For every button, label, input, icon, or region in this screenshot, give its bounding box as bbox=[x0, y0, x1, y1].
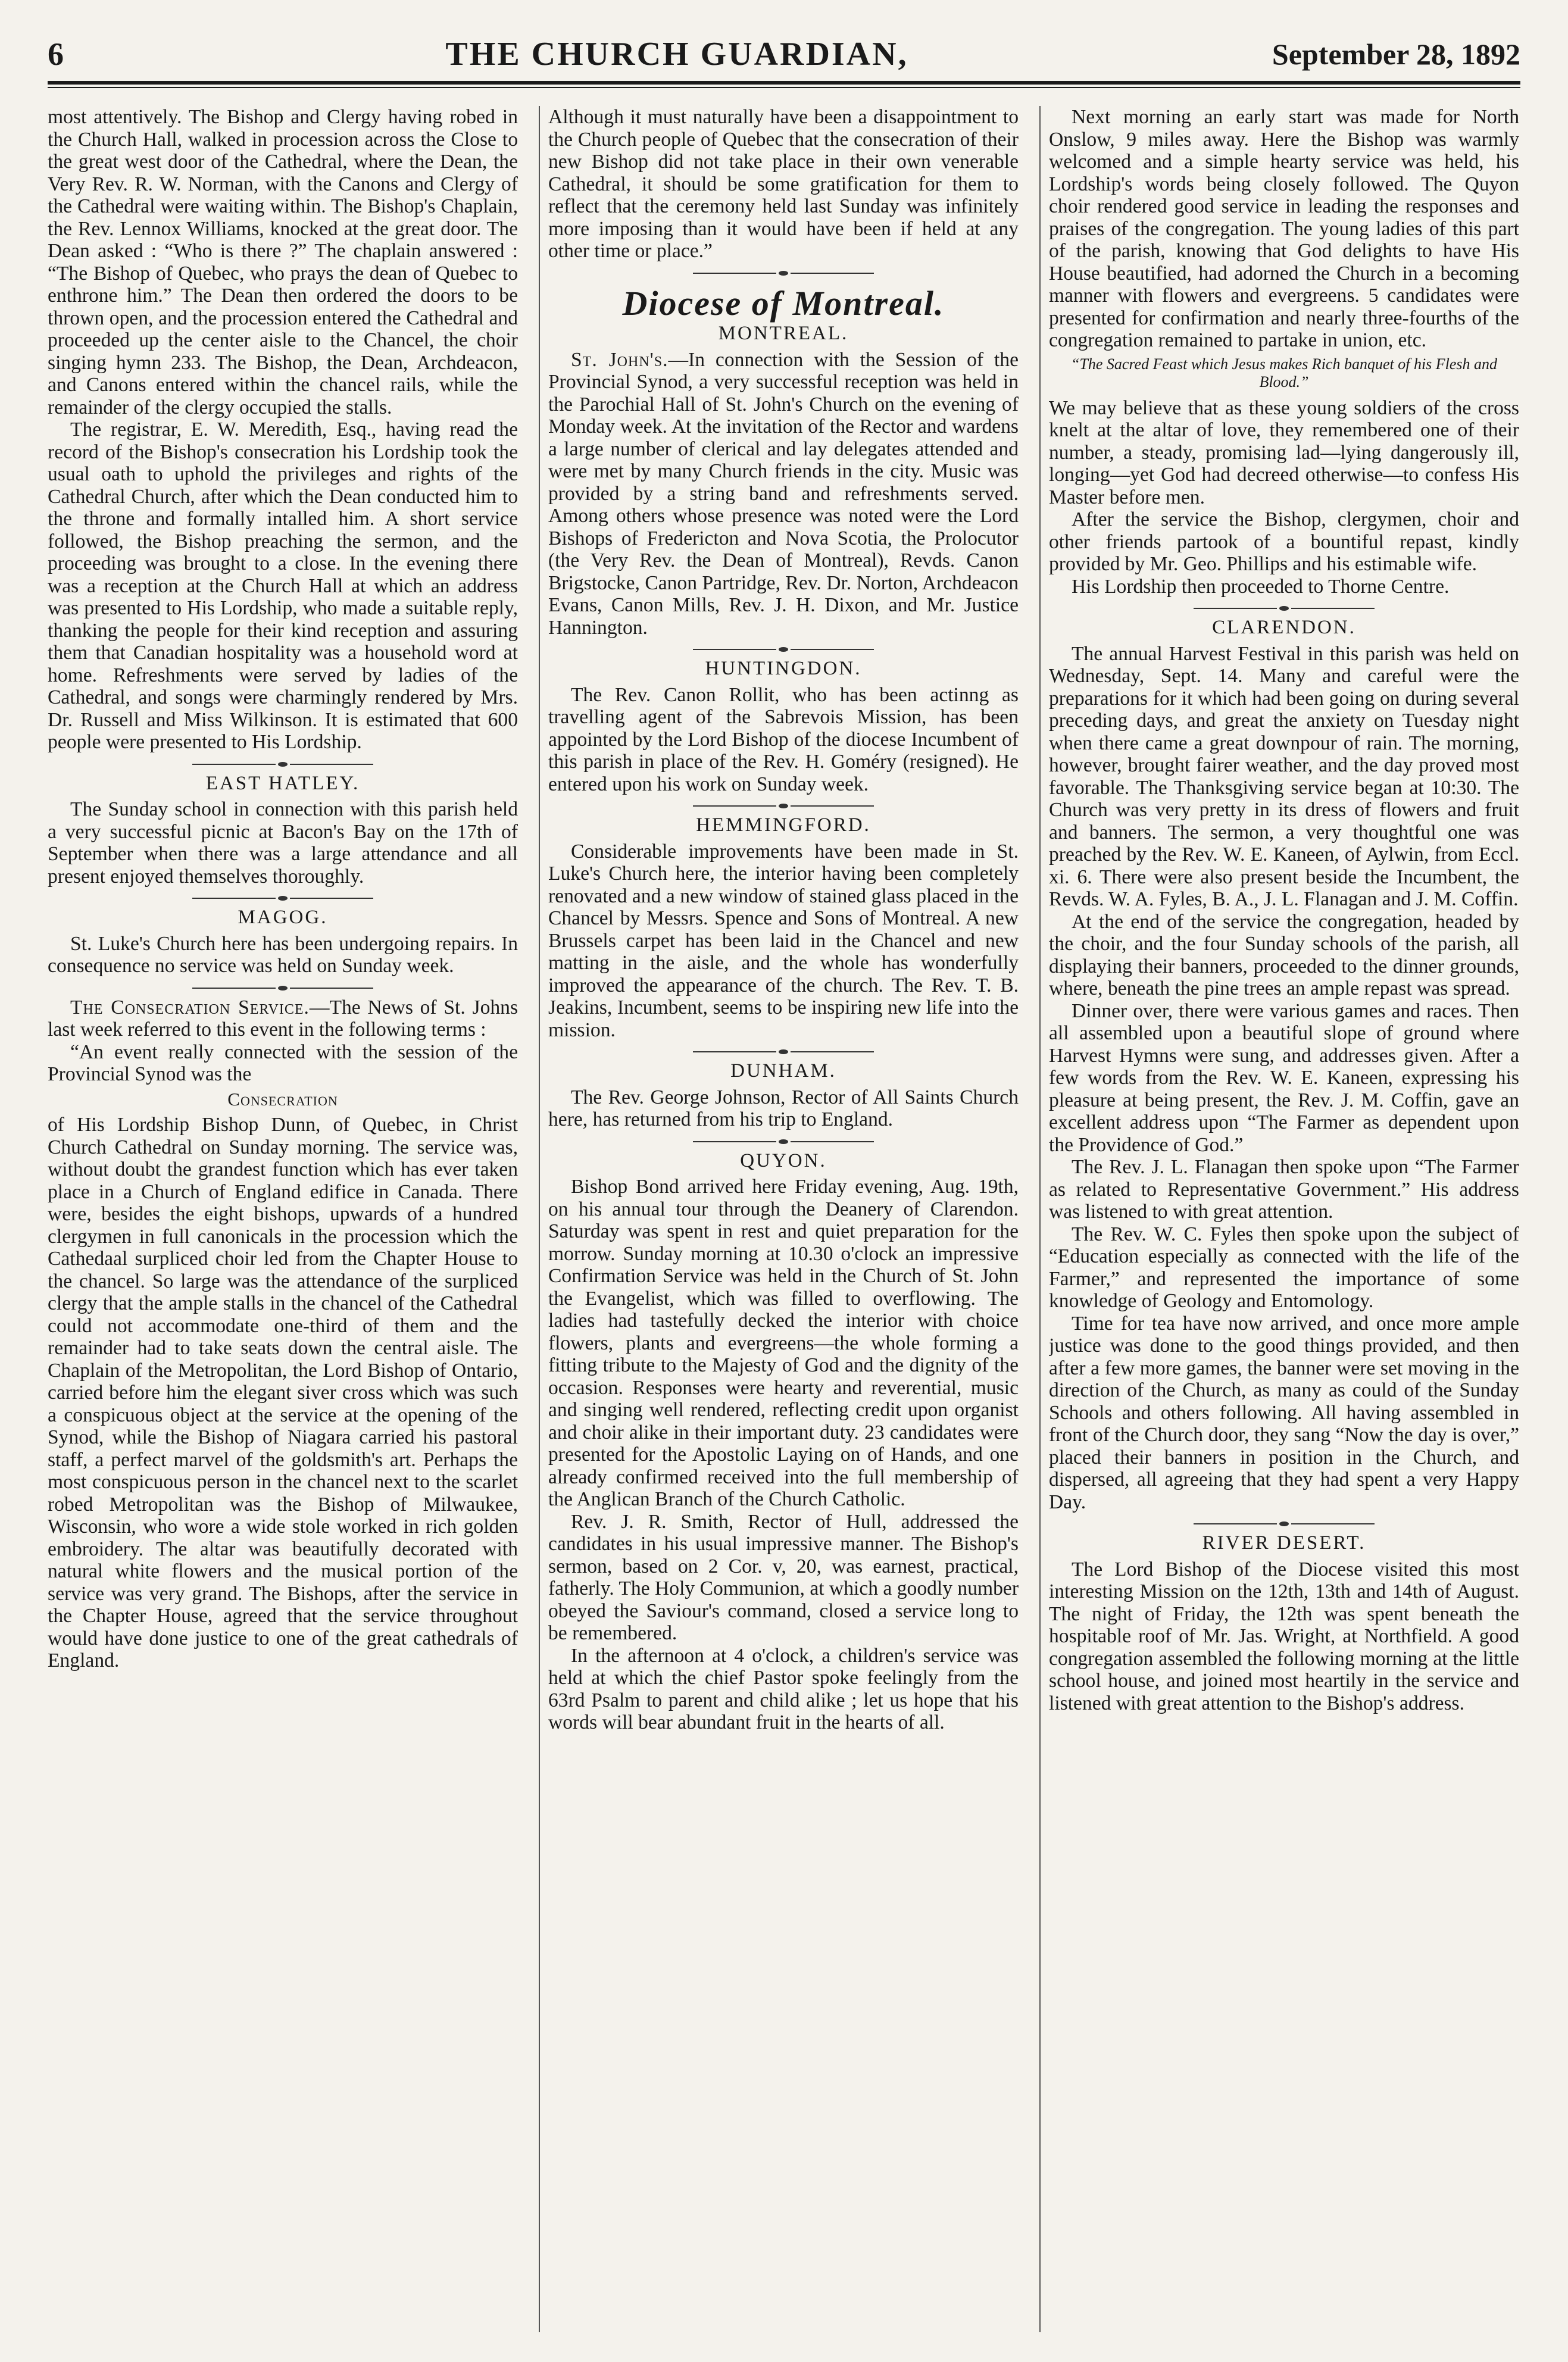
article-paragraph: In the afternoon at 4 o'clock, a children's service was held at which the chief Pastor spoke feelingly from the 63rd Psalm to parent and child alike ; let us hope that his words will bear abundant fruit in the hearts of all. bbox=[548, 1644, 1019, 1733]
section-separator bbox=[1049, 1521, 1519, 1526]
article-paragraph: Time for tea have now arrived, and once more ample justice was done to the good things provided, and then after a few more games, the banner were set moving in the direction of the Church, as many as could of the Sunday Schools and others following. All having assembled in front of the Church door, they sang “Now the day is over,” placed their banners in position in the Church, and dispersed, all agreeing that they had spent a very Happy Day. bbox=[1049, 1312, 1519, 1513]
article-paragraph: The Rev. J. L. Flanagan then spoke upon “The Farmer as related to Representative Government.” His address was listened to with great attention. bbox=[1049, 1156, 1519, 1223]
section-separator bbox=[48, 896, 518, 901]
article-paragraph: The annual Harvest Festival in this parish was held on Wednesday, Sept. 14. Many and careful were the preparations for it which had been going on during several preceding days, and great the anxiety on Tuesday night when there came a great downpour of rain. The morning, however, brought fairer weather, and the day proved most favorable. The Thanksgiving service began at 10:30. The Church was very pretty in its dress of flowers and fruit and banners. The sermon, a very thoughtful one was preached by the Rev. W. E. Kaneen, of Aylwin, from Eccl. xi. 6. There were also present beside the Incumbent, the Revds. W. A. Fyles, B. A., J. L. Flanagan and J. M. Coffin. bbox=[1049, 642, 1519, 910]
section-heading: HEMMINGFORD. bbox=[696, 814, 871, 836]
article-paragraph: St. Luke's Church here has been undergoing repairs. In consequence no service was held on Sunday week. bbox=[48, 932, 518, 977]
article-paragraph: At the end of the service the congregation, headed by the choir, and the four Sunday schools of the parish, all displaying their banners, proceeded to the dinner grounds, where, beneath the pine trees an ample repast was spread. bbox=[1049, 910, 1519, 999]
article-paragraph: “An event really connected with the session of the Provincial Synod was the bbox=[48, 1041, 518, 1085]
article-paragraph: His Lordship then proceeded to Thorne Centre. bbox=[1072, 575, 1450, 598]
article-paragraph: Rev. J. R. Smith, Rector of Hull, addressed the candidates in his usual impressive manner. The Bishop's sermon, based on 2 Cor. v, 20, was earnest, practical, fatherly. The Holy Communion, at which a goodly number obeyed the Saviour's command, closed a service long to be remembered. bbox=[548, 1510, 1019, 1644]
header-rule-thin bbox=[48, 87, 1520, 88]
column-divider bbox=[539, 106, 540, 2332]
section-heading: RIVER DESERT. bbox=[1202, 1532, 1366, 1554]
article-paragraph: of His Lordship Bishop Dunn, of Quebec, in Christ Church Cathedral on Sunday morning. The service was, without doubt the grandest function which has ever taken place in a Church of England edifice in Canada. There were, besides the eight bishops, upwards of a hundred clergymen in full canonicals in the procession which the Cathedaal surpliced choir led from the Chapter House to the chancel. So large was the attendance of the surpliced clergy that the ample stalls in the chancel of the Cathedral could not accommodate one-third of them and the remainder had to take seats down the central aisle. The Chaplain of the Metropolitan, the Lord Bishop of Ontario, carried before him the elegant siver cross which was such a conspicuous object at the service at the opening of the Synod, while the Bishop of Niagara carried his pastoral staff, a perfect marvel of the goldsmith's art. Perhaps the most conspicuous person in the chancel next to the scarlet robed Metropolitan was the Bishop of Milwaukee, Wisconsin, who wore a wide stole worked in rich golden embroidery. The altar was beautifully decorated with natural white flowers and the musical portion of the service was very grand. The Bishops, after the service in the Chapter House, agreed that the service throughout would have done justice to one of the great cathedrals of England. bbox=[48, 1114, 518, 1671]
column-1 bbox=[48, 106, 518, 2332]
section-separator bbox=[548, 1139, 1019, 1144]
subheading: Consecration bbox=[227, 1088, 338, 1110]
section-heading: MONTREAL. bbox=[718, 323, 849, 344]
article-paragraph: Considerable improvements have been made in St. Luke's Church here, the interior having been completely renovated and a new window of stained glass placed in the Chancel by Messrs. Spence and Sons of Montreal. A new Brussels carpet has been laid in the Chancel and new matting in the aisle, and the whole has wonderfully improved the appearance of the church. The Rev. T. B. Jeakins, Incumbent, seems to be inspiring new life into the mission. bbox=[548, 840, 1019, 1041]
article-paragraph bbox=[48, 996, 518, 1041]
article-paragraph: The Rev. W. C. Fyles then spoke upon the subject of “Education especially as connected with the life of the Farmer,” and represented the importance of some knowledge of Geology and Entomology. bbox=[1049, 1223, 1519, 1312]
section-separator bbox=[48, 986, 518, 991]
article-paragraph: We may believe that as these young soldiers of the cross knelt at the altar of love, they remembered one of their number, a steady, promising lad—lying dangerously ill, longing—yet God had decreed otherwise—to confess His Master before men. bbox=[1049, 396, 1519, 508]
section-heading: MAGOG. bbox=[238, 907, 328, 928]
section-separator bbox=[548, 1049, 1019, 1054]
section-separator bbox=[548, 647, 1019, 652]
section-separator bbox=[548, 271, 1019, 276]
paragraph-lead: The Consecration Service. bbox=[70, 996, 310, 1018]
issue-date: September 28, 1892 bbox=[1272, 38, 1520, 71]
paragraph-lead: St. John's. bbox=[571, 348, 669, 371]
article-paragraph: After the service the Bishop, clergymen, choir and other friends partook of a bountiful repast, kindly provided by Mr. Geo. Phillips and his estimable wife. bbox=[1049, 508, 1519, 575]
masthead bbox=[48, 29, 1520, 80]
section-heading: CLARENDON. bbox=[1212, 617, 1356, 638]
section-separator bbox=[548, 804, 1019, 808]
article-paragraph: Next morning an early start was made for North Onslow, 9 miles away. Here the Bishop was warmly welcomed and a simple hearty service was held, his Lordship's words being closely followed. The Quyon choir rendered good service in leading the responses and praises of the congregation. The young ladies of this part of the parish, knowing that God delights to have His House beautified, had adorned the Church in a becoming manner with flowers and evergreens. 5 candidates were presented for confirmation and nearly three-fourths of the congregation remained to partake in union, etc. bbox=[1049, 106, 1519, 351]
section-separator bbox=[48, 762, 518, 767]
column-divider bbox=[1039, 106, 1041, 2332]
article-paragraph: most attentively. The Bishop and Clergy having robed in the Church Hall, walked in procession across the Close to the great west door of the Cathedral, where the Dean, the Very Rev. R. W. Norman, with the Canons and Clergy of the Cathedral were waiting within. The Bishop's Chaplain, the Rev. Lennox Williams, knocked at the great door. The Dean asked : “Who is there ?” The chaplain answered : “The Bishop of Quebec, who prays the dean of Quebec to enthrone him.” The Dean then ordered the doors to be thrown open, and the procession entered the Cathedral and proceeded up the center aisle to the Chancel, the choir singing hymn 233. The Bishop, the Dean, Archdeacon, and Canons entered within the chancel rails, while the remainder of the clergy occupied the stalls. bbox=[48, 106, 518, 418]
section-heading: DUNHAM. bbox=[730, 1060, 836, 1082]
diocese-heading: Diocese of Montreal. bbox=[622, 283, 945, 323]
article-paragraph: The Rev. Canon Rollit, who has been actinng as travelling agent of the Sabrevois Mission, has been appointed by the Lord Bishop of the diocese Incumbent of this parish in place of the Rev. H. Goméry (resigned). He entered upon his work on Sunday week. bbox=[548, 683, 1019, 795]
column-2 bbox=[548, 106, 1019, 2332]
article-paragraph: The Sunday school in connection with this parish held a very successful picnic at Bacon's Bay on the 17th of September when there was a large attendance and all present enjoyed themselves thoroughly. bbox=[48, 798, 518, 888]
article-paragraph: The Lord Bishop of the Diocese visited this most interesting Mission on the 12th, 13th and 14th of August. The night of Friday, the 12th was spent beneath the hospitable roof of Mr. Jas. Wright, at Northfield. A good congregation assembled the following morning at the little school house, and joined most heartily in the service and listened with great attention to the Bishop's address. bbox=[1049, 1558, 1519, 1714]
page-number: 6 bbox=[48, 36, 64, 72]
paragraph-text: —The News of St. Johns last week referred to this event in the following terms : bbox=[48, 996, 518, 1041]
paragraph-text: —In connection with the Session of the Provincial Synod, a very successful reception was held in the Parochial Hall of St. John's Church on the evening of Monday week. At the invitation of the Rector and wardens a large number of clerical and lay delegates attended and were met by many Church friends in the city. Music was provided by a string band and refreshments served. Among others whose presence was noted were the Lord Bishops of Fredericton and Nova Scotia, the Prolocutor (the Very Rev. the Dean of Montreal), Revds. Canon Brigstocke, Canon Partridge, Rev. Dr. Norton, Archdeacon Evans, Canon Mills, Rev. J. H. Dixon, and Mr. Justice Hannington. bbox=[548, 348, 1019, 639]
article-paragraph: Although it must naturally have been a disappointment to the Church people of Quebec that the consecration of their new Bishop did not take place in their own venerable Cathedral, it should be some gratification for them to reflect that the ceremony held last Sunday was infinitely more imposing than it would have been if held at any other time or place.” bbox=[548, 106, 1019, 262]
section-separator bbox=[1049, 606, 1519, 611]
section-heading: EAST HATLEY. bbox=[205, 772, 360, 794]
section-heading: HUNTINGDON. bbox=[705, 658, 862, 679]
newspaper-title: THE CHURCH GUARDIAN, bbox=[445, 36, 908, 73]
header-rule bbox=[48, 81, 1520, 85]
article-paragraph: The Rev. George Johnson, Rector of All Saints Church here, has returned from his trip to England. bbox=[548, 1086, 1019, 1130]
section-heading: QUYON. bbox=[740, 1149, 827, 1171]
article-paragraph: The registrar, E. W. Meredith, Esq., having read the record of the Bishop's consecration his Lordship took the usual oath to uphold the privileges and rights of the Cathedral Church, after which the Dean conducted him to the throne and formally intalled him. A short service followed, the Bishop preaching the sermon, and the proceeding was brought to a close. In the evening there was a reception at the Church Hall at which an address was presented to His Lordship, who made a suitable reply, thanking the people for their kind reception and assuring them that Canadian hospitality was a household word at home. Refreshments were served by ladies of the Cathedral, and songs were charmingly rendered by Mrs. Dr. Russell and Miss Wilkinson. It is estimated that 600 people were presented to His Lordship. bbox=[48, 418, 518, 753]
hymn-quote: “The Sacred Feast which Jesus makes Rich banquet of his Flesh and Blood.” bbox=[1070, 355, 1498, 390]
article-paragraph bbox=[548, 349, 1019, 639]
article-paragraph: Bishop Bond arrived here Friday evening, Aug. 19th, on his annual tour through the Deanery of Clarendon. Saturday was spent in rest and quiet preparation for the morrow. Sunday morning at 10.30 o'clock an impressive Confirmation Service was held in the Church of St. John the Evangelist, which was filled to overflowing. The ladies had tastefully decked the interior with choice flowers, plants and evergreens—the whole forming a fitting tribute to the Majesty of God and the dignity of the occasion. Responses were hearty and reverential, music and singing well rendered, reflecting credit upon organist and choir alike in their important duty. 23 candidates were presented for the Apostolic Laying on of Hands, and one already confirmed received into the full membership of the Anglican Branch of the Church Catholic. bbox=[548, 1176, 1019, 1510]
column-3 bbox=[1049, 106, 1519, 2332]
article-paragraph: Dinner over, there were various games and races. Then all assembled upon a beautiful slope of ground where Harvest Hymns were sung, and addresses given. After a few words from the Rev. W. E. Kaneen, expressing his pleasure at being present, the Rev. J. M. Coffin, gave an excellent address upon “The Farmer as dependent upon the Providence of God.” bbox=[1049, 999, 1519, 1156]
